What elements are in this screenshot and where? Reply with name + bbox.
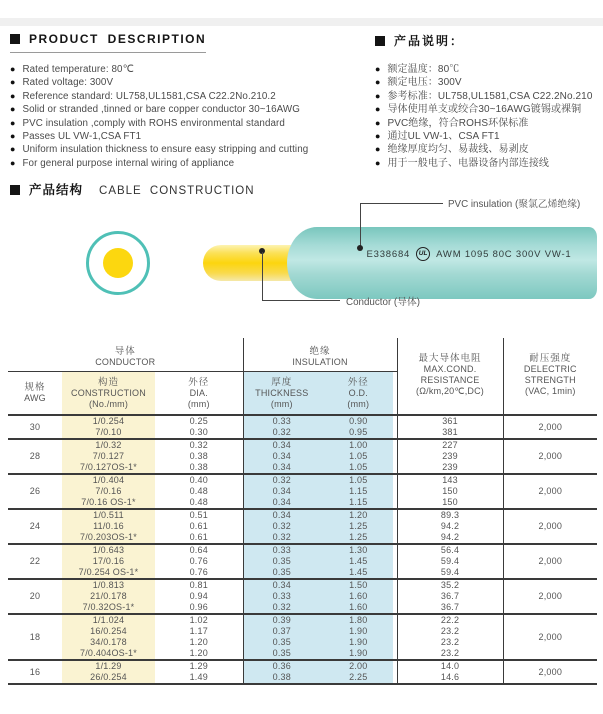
product-description-item <box>10 143 370 156</box>
bullet-icon: ● <box>375 157 381 168</box>
product-description-item <box>10 76 370 89</box>
insulation-callout-line-v <box>360 203 361 248</box>
cell-thickness: 0.33 0.35 0.35 <box>243 544 320 579</box>
cell-od: 0.90 0.95 <box>320 415 397 439</box>
cell-thickness: 0.33 0.32 <box>243 415 320 439</box>
bullet-icon: ● <box>10 144 16 155</box>
header-thickness-zh: 厚度 <box>271 376 293 388</box>
cell-resistance: 143 150 150 <box>397 474 503 509</box>
bullet-icon: ● <box>10 157 16 168</box>
cell-thickness: 0.39 0.37 0.35 0.35 <box>243 614 320 660</box>
header-resistance <box>397 338 503 415</box>
table-row-awg-26 <box>8 474 597 509</box>
square-bullet-icon <box>10 34 20 44</box>
header-dia-zh: 外径 <box>188 376 210 388</box>
cell-construction: 1/0.32 7/0.127 7/0.127OS-1* <box>62 439 155 474</box>
cell-thickness: 0.34 0.32 0.32 <box>243 509 320 544</box>
bullet-icon: ● <box>375 117 381 128</box>
bullet-icon: ● <box>375 131 381 142</box>
cell-thickness: 0.32 0.34 0.34 <box>243 474 320 509</box>
spec-table <box>8 338 597 685</box>
product-notes-title <box>375 32 464 49</box>
cell-awg: 28 <box>29 451 41 461</box>
table-row-awg-28 <box>8 439 597 474</box>
cell-od: 1.80 1.90 1.90 1.90 <box>320 614 397 660</box>
cell-awg: 16 <box>29 666 41 677</box>
cable-construction-title-zh: 产品结构 <box>29 183 84 197</box>
product-description-list <box>10 63 370 170</box>
header-dielectric-zh: 耐压强度 <box>529 352 572 364</box>
header-insulation-en: INSULATION <box>292 357 348 367</box>
header-dielectric <box>503 338 597 415</box>
cell-construction: 1/1.29 26/0.254 <box>62 660 155 684</box>
insulation-callout-label: PVC insulation (聚氯乙烯绝缘) <box>448 199 581 210</box>
header-awg-zh: 规格 <box>24 382 46 393</box>
cell-od: 1.20 1.25 1.25 <box>320 509 397 544</box>
bullet-icon: ● <box>375 77 381 88</box>
cell-od: 1.50 1.60 1.60 <box>320 579 397 614</box>
bullet-icon: ● <box>375 64 381 74</box>
product-notes-text: 通过UL VW-1、CSA FT1 <box>387 131 500 143</box>
header-od-zh: 外径 <box>347 376 369 388</box>
header-conductor-group <box>8 338 243 372</box>
cell-dielectric: 2,000 <box>503 579 597 614</box>
header-thickness-unit: (mm) <box>270 398 293 409</box>
header-awg-en: AWG <box>24 393 46 403</box>
cell-construction: 1/0.813 21/0.178 7/0.32OS-1* <box>62 579 155 614</box>
product-description-title <box>10 32 206 53</box>
header-construction-en: CONSTRUCTION <box>71 387 146 398</box>
product-notes-item <box>375 76 603 89</box>
header-thickness <box>243 372 320 416</box>
cell-od: 1.00 1.05 1.05 <box>320 439 397 474</box>
bullet-icon: ● <box>10 131 16 142</box>
product-notes-item <box>375 103 603 116</box>
bullet-icon: ● <box>375 90 381 101</box>
square-bullet-icon <box>10 185 20 195</box>
header-insulation-group <box>243 338 397 372</box>
cell-dielectric: 2,000 <box>503 439 597 474</box>
header-od-unit: (mm) <box>347 398 370 409</box>
cell-dia: 0.40 0.48 0.48 <box>189 475 208 507</box>
header-dielectric-unit: (VAC, 1min) <box>525 385 576 396</box>
ul-mark-icon: UL <box>416 247 430 261</box>
table-row-awg-18 <box>8 614 597 660</box>
product-description-title-text: PRODUCT DESCRIPTION <box>29 32 207 46</box>
cell-construction: 1/0.643 17/0.16 7/0.254 OS-1* <box>62 544 155 579</box>
cell-awg: 26 <box>29 486 41 496</box>
product-notes-item <box>375 63 603 76</box>
header-dielectric-en2: STRENGTH <box>524 374 576 385</box>
cell-dielectric: 2,000 <box>503 660 597 684</box>
bullet-icon: ● <box>10 64 16 74</box>
bullet-icon: ● <box>10 90 16 101</box>
product-notes-text: 导体使用单支或绞合30~16AWG镀锡或裸铜 <box>387 104 582 116</box>
cell-dielectric: 2,000 <box>503 474 597 509</box>
product-description-item <box>10 130 370 143</box>
cell-dielectric: 2,000 <box>503 614 597 660</box>
product-description-text: Passes UL VW-1,CSA FT1 <box>22 131 142 143</box>
cell-awg: 30 <box>29 421 41 432</box>
product-notes-text: PVC绝缘，符合ROHS环保标准 <box>387 117 529 129</box>
cable-marking-cert: E338684 <box>366 248 411 260</box>
table-row-awg-22 <box>8 544 597 579</box>
product-notes-text: 用于一般电子、电器设备内部连接线 <box>387 157 550 169</box>
header-od <box>320 372 397 416</box>
cell-resistance: 89.3 94.2 94.2 <box>397 509 503 544</box>
header-construction <box>62 372 155 416</box>
cell-thickness: 0.36 0.38 <box>243 660 320 684</box>
header-conductor-en: CONDUCTOR <box>95 357 156 367</box>
cell-dia: 1.02 1.17 1.20 1.20 <box>189 615 208 658</box>
product-description-item <box>10 90 370 103</box>
cell-dia: 0.81 0.94 0.96 <box>189 580 208 612</box>
cross-section-insulation-ring <box>86 231 150 295</box>
product-description-text: Reference standard: UL758,UL1581,CSA C22.2No.210.2 <box>22 90 276 102</box>
header-resistance-zh: 最大导体电阻 <box>418 352 482 364</box>
product-description-item <box>10 157 370 170</box>
cell-awg: 22 <box>29 556 41 566</box>
cell-awg: 24 <box>29 521 41 531</box>
cell-od: 2.00 2.25 <box>320 660 397 684</box>
header-dia-en: DIA. <box>189 387 208 398</box>
product-notes-text: 绝缘厚度均匀、易裁线、易剥皮 <box>387 144 529 156</box>
product-description-text: For general purpose internal wiring of appliance <box>22 157 235 169</box>
header-dielectric-en1: DELECTRIC <box>523 363 577 374</box>
cable-construction-title-en: CABLE CONSTRUCTION <box>99 185 255 197</box>
product-notes-title-text: 产品说明： <box>394 34 465 48</box>
cable-marking-text: AWM 1095 80C 300V VW-1 <box>436 248 572 260</box>
header-resistance-unit: (Ω/km,20℃,DC) <box>416 385 484 396</box>
table-row-awg-16 <box>8 660 597 684</box>
bullet-icon: ● <box>10 77 16 88</box>
bullet-icon: ● <box>375 104 381 115</box>
header-od-en: O.D. <box>348 387 368 398</box>
header-resistance-en2: RESISTANCE <box>420 374 480 385</box>
header-awg <box>8 372 62 416</box>
cell-dia: 0.32 0.38 0.38 <box>189 440 208 472</box>
product-notes-item <box>375 157 603 170</box>
cable-construction-title <box>10 180 255 198</box>
top-divider <box>0 18 603 26</box>
spec-table-body <box>8 415 597 684</box>
bullet-icon: ● <box>375 144 381 155</box>
cell-dielectric: 2,000 <box>503 544 597 579</box>
conductor-callout-line-h <box>262 300 340 301</box>
cross-section-conductor-core <box>103 248 133 278</box>
cell-thickness: 0.34 0.34 0.34 <box>243 439 320 474</box>
cell-construction: 1/1.024 16/0.254 34/0.178 7/0.404OS-1* <box>62 614 155 660</box>
square-bullet-icon <box>375 36 385 46</box>
product-notes-item <box>375 130 603 143</box>
conductor-callout-label: Conductor (导体) <box>346 297 421 308</box>
spec-table-header <box>8 338 597 415</box>
cell-resistance: 227 239 239 <box>397 439 503 474</box>
cell-od: 1.05 1.15 1.15 <box>320 474 397 509</box>
cell-resistance: 56.4 59.4 59.4 <box>397 544 503 579</box>
product-notes-text: 参考标准：UL758,UL1581,CSA C22.2No.210 <box>387 90 593 102</box>
bullet-icon: ● <box>10 117 16 128</box>
product-notes-item <box>375 90 603 103</box>
cell-dielectric: 2,000 <box>503 415 597 439</box>
header-dia-unit: (mm) <box>187 398 210 409</box>
cable-marking <box>345 247 593 261</box>
insulation-callout-line-h <box>360 203 443 204</box>
cell-thickness: 0.34 0.33 0.32 <box>243 579 320 614</box>
cell-construction: 1/0.254 7/0.10 <box>62 415 155 439</box>
cell-awg: 20 <box>29 591 41 601</box>
header-insulation-zh: 绝缘 <box>309 346 331 357</box>
cell-resistance: 14.0 14.6 <box>397 660 503 684</box>
cell-construction: 1/0.404 7/0.16 7/0.16 OS-1* <box>62 474 155 509</box>
product-description-text: Uniform insulation thickness to ensure easy stripping and cutting <box>22 144 309 156</box>
cell-resistance: 35.2 36.7 36.7 <box>397 579 503 614</box>
cell-dielectric: 2,000 <box>503 509 597 544</box>
product-description-text: Solid or stranded ,tinned or bare copper conductor 30~16AWG <box>22 104 300 116</box>
product-description-text: PVC insulation ,comply with ROHS environmental standard <box>22 117 285 129</box>
insulation-cylinder <box>287 227 597 299</box>
conductor-callout-line-v <box>262 252 263 301</box>
product-description-item <box>10 63 370 76</box>
header-resistance-en1: MAX.COND. <box>423 363 477 374</box>
product-description-text: Rated temperature: 80℃ <box>22 64 134 75</box>
product-notes-item <box>375 143 603 156</box>
product-description-item <box>10 117 370 130</box>
cell-awg: 18 <box>29 631 41 642</box>
table-row-awg-24 <box>8 509 597 544</box>
bullet-icon: ● <box>10 104 16 115</box>
header-thickness-en: THICKNESS <box>255 387 309 398</box>
product-notes-list <box>375 63 603 170</box>
cell-dia: 0.51 0.61 0.61 <box>189 510 208 542</box>
header-conductor-zh: 导体 <box>114 346 136 357</box>
cell-resistance: 22.2 23.2 23.2 23.2 <box>397 614 503 660</box>
table-row-awg-30 <box>8 415 597 439</box>
product-notes-text: 额定温度：80℃ <box>387 64 460 75</box>
cell-dia: 0.64 0.76 0.76 <box>189 545 208 577</box>
cell-construction: 1/0.511 11/0.16 7/0.203OS-1* <box>62 509 155 544</box>
product-description-item <box>10 103 370 116</box>
product-description-text: Rated voltage: 300V <box>22 77 114 89</box>
cell-dia: 0.25 0.30 <box>189 416 208 437</box>
insulation-callout-dot <box>357 245 363 251</box>
product-notes-text: 额定电压：300V <box>387 77 462 89</box>
product-notes-item <box>375 117 603 130</box>
header-dia <box>155 372 243 416</box>
table-row-awg-20 <box>8 579 597 614</box>
cell-dia: 1.29 1.49 <box>189 661 208 682</box>
cell-od: 1.30 1.45 1.45 <box>320 544 397 579</box>
cell-resistance: 361 381 <box>397 415 503 439</box>
header-construction-zh: 构造 <box>97 376 119 388</box>
header-construction-unit: (No./mm) <box>88 398 129 409</box>
